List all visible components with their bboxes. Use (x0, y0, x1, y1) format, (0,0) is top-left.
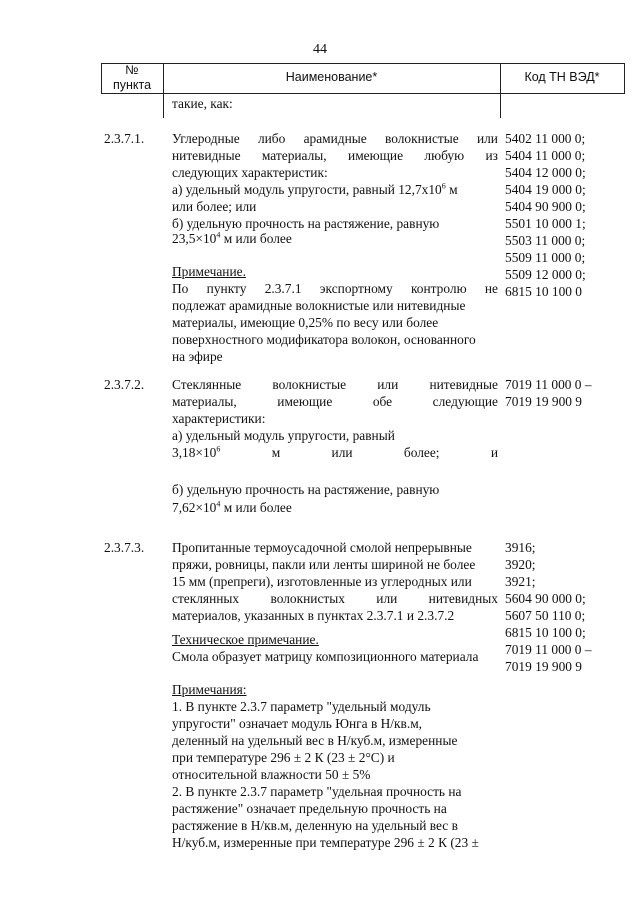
word: любую (424, 148, 465, 163)
technical-note-text: Смола образует матрицу композиционного материала (172, 649, 479, 664)
word: нитевидные (172, 148, 241, 163)
description-line: пряжи, ровницы, пакли или ленты шириной не более (172, 557, 476, 572)
code-entry: 7019 19 900 9 (505, 394, 582, 409)
note-block (172, 263, 498, 365)
word: стеклянных (172, 591, 240, 606)
code-entry: 5604 90 000 0; (505, 591, 586, 606)
item-number: 2.3.7.3. (104, 540, 145, 555)
technical-note-title: Техническое примечание. (172, 632, 319, 647)
description-line (172, 393, 498, 410)
word: имеющие (348, 148, 404, 163)
code-list (505, 539, 625, 675)
word: волокнистых (270, 591, 345, 606)
item-description (172, 539, 498, 624)
exponent: 4 (216, 230, 221, 240)
note-line: при температуре 296 ± 2 К (23 ± 2°С) и (172, 750, 395, 765)
characteristic-a (172, 181, 498, 198)
value-with-exponent (172, 444, 220, 461)
code-entry: 5509 11 000 0; (505, 250, 586, 265)
technical-note (172, 631, 498, 665)
unit: м или более (220, 500, 292, 515)
word: имеющие (277, 394, 333, 409)
code-entry: 5607 50 110 0; (505, 608, 586, 623)
word: м (271, 445, 281, 460)
characteristic-b-value (172, 230, 498, 247)
description-line: б) удельную прочность на растяжение, равную (172, 482, 440, 497)
description-line (172, 130, 498, 147)
code-entry: 5503 11 000 0; (505, 233, 586, 248)
note-line: относительной влажности 50 ± 5% (172, 767, 371, 782)
characteristic-b-value (172, 499, 498, 516)
word: обе (372, 394, 393, 409)
word: нитевидных (428, 591, 498, 606)
description-line: Пропитанные термоусадочной смолой непрерывные (172, 540, 472, 555)
word: или (331, 445, 353, 460)
description-line (172, 590, 498, 607)
description-line: характеристики: (172, 411, 266, 426)
code-entry: 7019 11 000 0 – (505, 642, 592, 657)
word: или (476, 131, 498, 146)
unit: м (445, 182, 458, 197)
unit: м или более (220, 231, 292, 246)
description-line: или более; или (172, 199, 257, 214)
value: 23,5×10 (172, 231, 217, 246)
characteristic-a-value (172, 444, 498, 461)
description-line: следующих характеристик: (172, 165, 328, 180)
word: волокнистые (272, 377, 347, 392)
header-number-symbol: № (125, 63, 139, 77)
header-bottom-rule (101, 93, 625, 94)
note-line: на эфире (172, 349, 223, 364)
word: Углеродные (172, 131, 240, 146)
code-entry: 5404 11 000 0; (505, 148, 586, 163)
note-line: растяжение" означает предельную прочность на (172, 801, 447, 816)
code-entry: 3920; (505, 557, 536, 572)
characteristic-a-text: а) удельный модуль упругости, равный 12,7x10 (172, 182, 442, 197)
description-line: 15 мм (препреги), изготовленные из углеродных или (172, 574, 472, 589)
word: материалы, (261, 148, 327, 163)
note-line: 1. В пункте 2.3.7 параметр "удельный модуль (172, 699, 431, 714)
code-entry: 6815 10 100 0; (505, 625, 586, 640)
word: либо (257, 131, 286, 146)
word: или (376, 591, 398, 606)
note-line: Н/куб.м, измеренные при температуре 296 ± 2 К (23 ± (172, 835, 479, 850)
exponent: 6 (441, 181, 446, 191)
header-name-column: Наименование* (285, 70, 378, 84)
code-entry: 3921; (505, 574, 536, 589)
code-entry: 5501 10 000 1; (505, 216, 586, 231)
value: 3,18×10 (172, 445, 217, 460)
note-line: поверхностного модификатора волокон, основанного (172, 332, 476, 347)
word: из (485, 148, 498, 163)
code-entry: 3916; (505, 540, 536, 555)
word: волокнистые (384, 131, 459, 146)
continuation-text: такие, как: (172, 96, 233, 111)
page-number: 44 (313, 42, 327, 57)
code-list (505, 130, 625, 300)
note-line: 2. В пункте 2.3.7 параметр "удельная прочность на (172, 784, 462, 799)
note-line: По пункту 2.3.7.1 экспортному контролю не (172, 281, 498, 296)
exponent: 6 (216, 444, 221, 454)
item-number: 2.3.7.1. (104, 131, 145, 146)
word: и (490, 445, 498, 460)
code-entry: 5404 90 900 0; (505, 199, 586, 214)
word: материалы, (172, 394, 237, 409)
word: Стеклянные (172, 377, 242, 392)
code-entry: 5404 12 000 0; (505, 165, 586, 180)
description-line (172, 376, 498, 393)
item-description (172, 130, 498, 232)
exponent: 4 (216, 499, 221, 509)
header-right-border (624, 63, 625, 94)
header-top-rule (101, 63, 625, 64)
word: более; (403, 445, 440, 460)
note-line: подлежат арамидные волокнистые или нитевидные (172, 298, 466, 313)
notes-title: Примечания: (172, 682, 247, 697)
note-line: упругости" означает модуль Юнга в Н/кв.м, (172, 716, 423, 731)
note-line: растяжение в Н/кв.м, деленную на удельный вес в (172, 818, 458, 833)
note-line: материалы, имеющие 0,25% по весу или более (172, 315, 439, 330)
note-line: деленный на удельный вес в Н/куб.м, измеренные (172, 733, 458, 748)
header-number-label: пункта (112, 78, 152, 92)
code-entry: 5402 11 000 0; (505, 131, 586, 146)
characteristic-b (172, 481, 498, 498)
code-entry: 7019 19 900 9 (505, 659, 582, 674)
notes-block (172, 681, 498, 851)
header-code-column: Код ТН ВЭД* (524, 70, 600, 84)
description-line: материалов, указанных в пунктах 2.3.7.1 и 2.3.7.2 (172, 608, 455, 623)
code-entry: 5509 12 000 0; (505, 267, 586, 282)
word: или (377, 377, 399, 392)
description-line (172, 147, 498, 164)
code-entry: 6815 10 100 0 (505, 284, 582, 299)
word: нитевидные (429, 377, 498, 392)
item-description (172, 376, 498, 444)
code-entry: 7019 11 000 0 – (505, 377, 592, 392)
item-number: 2.3.7.2. (104, 377, 145, 392)
value: 7,62×10 (172, 500, 217, 515)
note-title: Примечание. (172, 264, 246, 279)
code-entry: 5404 19 000 0; (505, 182, 586, 197)
header-number-column (101, 63, 163, 93)
code-list (505, 376, 625, 410)
description-line: а) удельный модуль упругости, равный (172, 428, 395, 443)
word: следующие (432, 394, 498, 409)
description-line: б) удельную прочность на растяжение, равную (172, 216, 440, 231)
word: арамидные (303, 131, 367, 146)
